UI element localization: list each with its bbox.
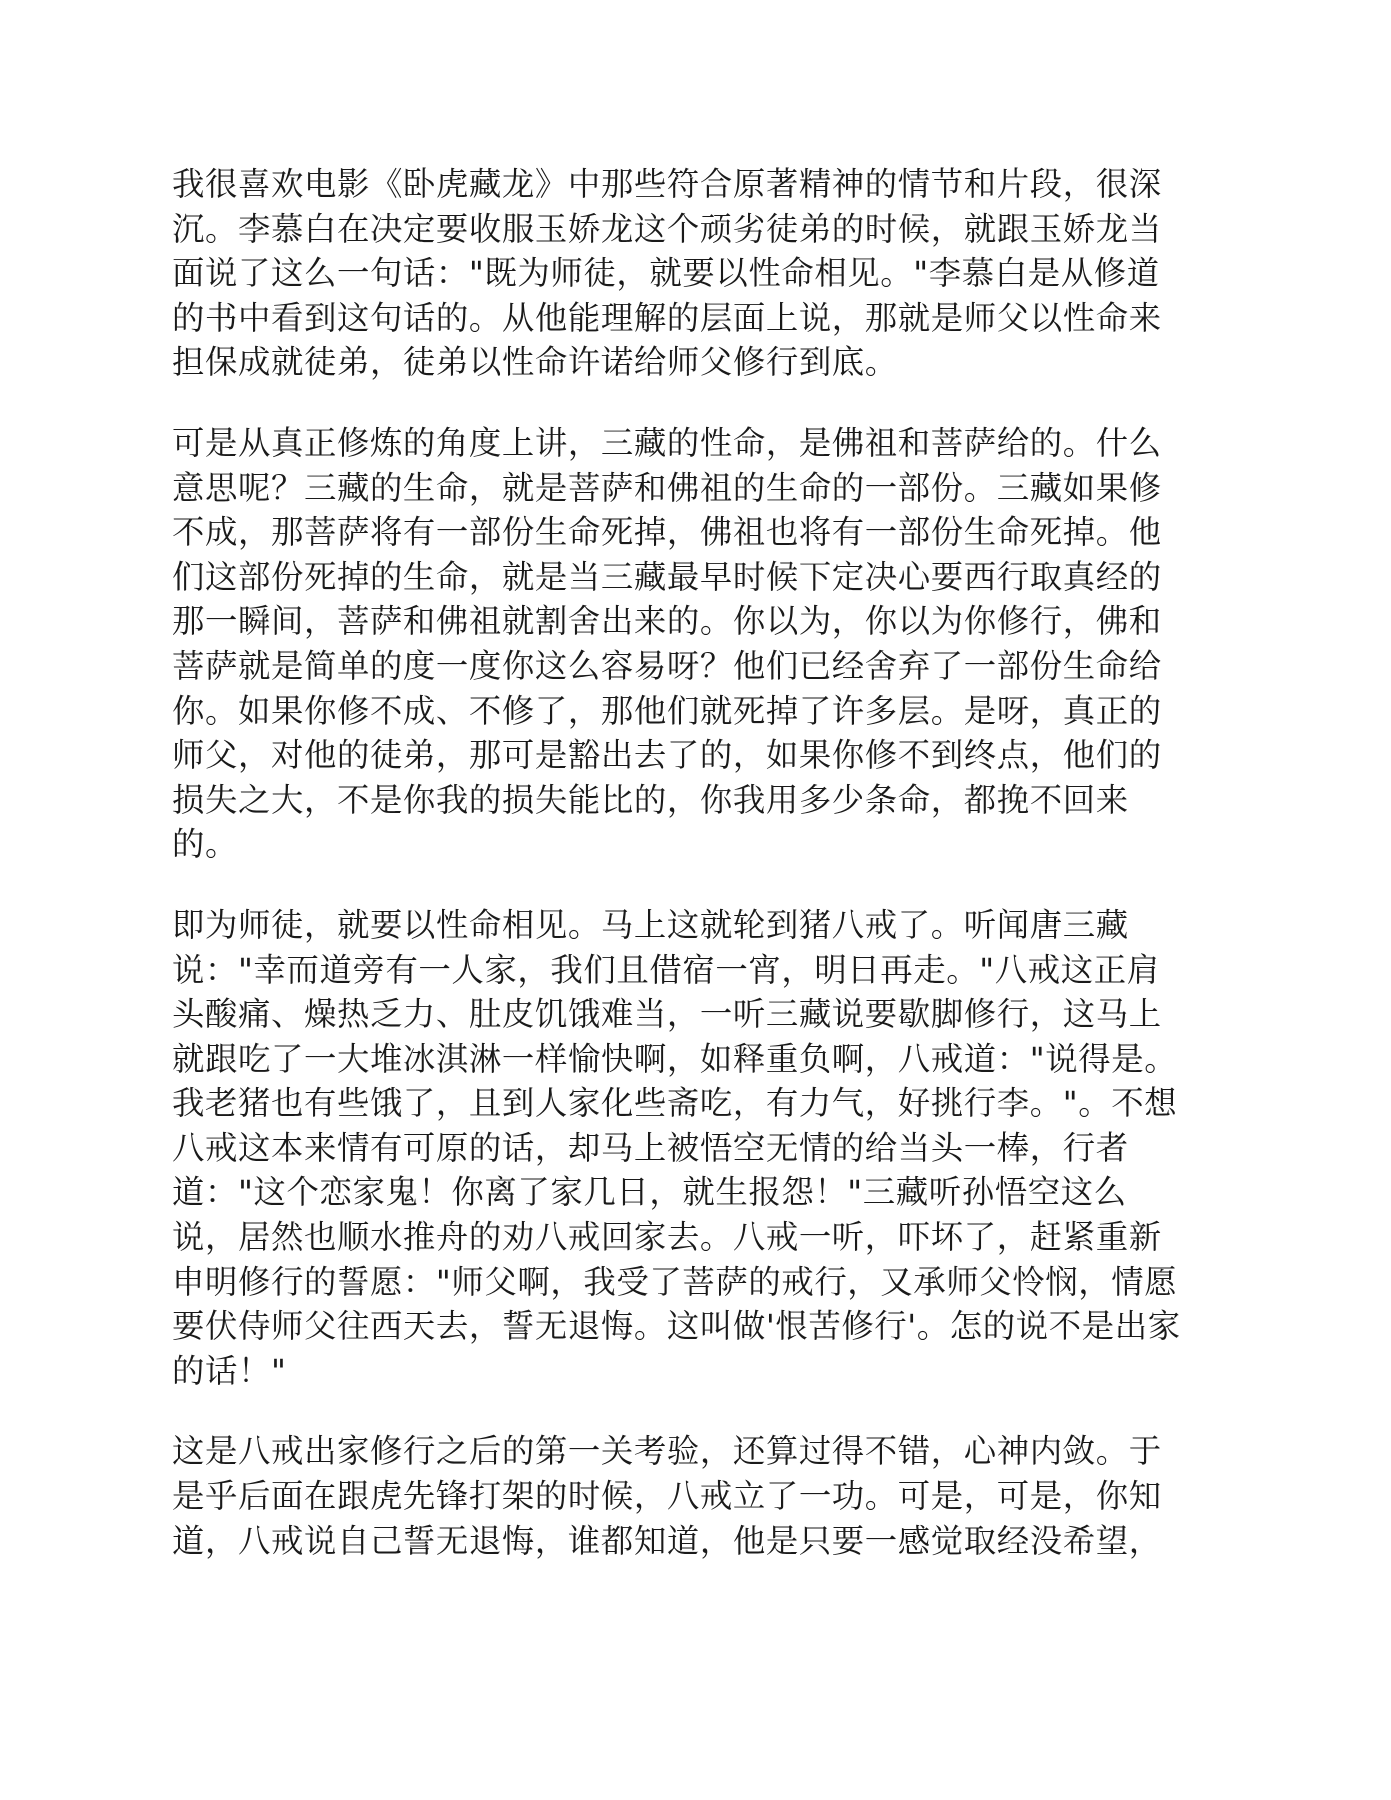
text-line: 损失之大，不是你我的损失能比的，你我用多少条命，都挽不回来	[172, 780, 1129, 819]
text-line: 的书中看到这句话的。从他能理解的层面上说，那就是师父以性命来	[172, 298, 1162, 337]
text-line: 面说了这么一句话："既为师徒，就要以性命相见。"李慕白是从修道	[172, 254, 1160, 293]
text-line: 们这部份死掉的生命，就是当三藏最早时候下定决心要西行取真经的	[172, 557, 1162, 596]
text-line: 可是从真正修炼的角度上讲，三藏的性命，是佛祖和菩萨给的。什么	[172, 423, 1162, 462]
text-line: 要伏侍师父往西天去，誓无退悔。这叫做'恨苦修行'。怎的说不是出家	[172, 1307, 1181, 1346]
text-line: 说："幸而道旁有一人家，我们且借宿一宵，明日再走。"八戒这正肩	[172, 950, 1160, 989]
document-body	[172, 162, 1217, 1599]
text-line: 说，居然也顺水推舟的劝八戒回家去。八戒一听，吓坏了，赶紧重新	[172, 1218, 1162, 1257]
text-line: 菩萨就是简单的度一度你这么容易呀？他们已经舍弃了一部份生命给	[172, 646, 1162, 685]
text-line: 即为师徒，就要以性命相见。马上这就轮到猪八戒了。听闻唐三藏	[172, 905, 1129, 944]
text-line: 不成，那菩萨将有一部份生命死掉，佛祖也将有一部份生命死掉。他	[172, 513, 1162, 552]
text-line: 申明修行的誓愿："师父啊，我受了菩萨的戒行，又承师父怜悯，情愿	[172, 1262, 1178, 1301]
text-line: 就跟吃了一大堆冰淇淋一样愉快啊，如释重负啊，八戒道："说得是。	[172, 1039, 1178, 1078]
text-line: 我很喜欢电影《卧虎藏龙》中那些符合原著精神的情节和片段，很深	[172, 165, 1162, 203]
paragraph-1	[172, 162, 1217, 385]
text-line: 我老猪也有些饿了，且到人家化些斋吃，有力气，好挑行李。"。不想	[172, 1084, 1178, 1123]
text-line: 的。	[172, 825, 238, 864]
text-line: 那一瞬间，菩萨和佛祖就割舍出来的。你以为，你以为你修行，佛和	[172, 602, 1162, 641]
text-line: 道："这个恋家鬼！你离了家几日，就生报怨！"三藏听孙悟空这么	[172, 1173, 1127, 1212]
text-line: 你。如果你修不成、不修了，那他们就死掉了许多层。是呀，真正的	[172, 691, 1162, 730]
text-line: 是乎后面在跟虎先锋打架的时候，八戒立了一功。可是，可是，你知	[172, 1477, 1162, 1516]
text-line: 担保成就徒弟，徒弟以性命许诺给师父修行到底。	[172, 343, 898, 382]
text-line: 头酸痛、燥热乏力、肚皮饥饿难当，一听三藏说要歇脚修行，这马上	[172, 995, 1162, 1034]
text-line: 师父，对他的徒弟，那可是豁出去了的，如果你修不到终点，他们的	[172, 736, 1162, 775]
text-line: 道，八戒说自己誓无退悔，谁都知道，他是只要一感觉取经没希望，	[172, 1521, 1162, 1560]
paragraph-2	[172, 421, 1217, 867]
text-line: 沉。李慕白在决定要收服玉娇龙这个顽劣徒弟的时候，就跟玉娇龙当	[172, 209, 1162, 248]
paragraph-4	[172, 1429, 1217, 1563]
text-line: 意思呢？三藏的生命，就是菩萨和佛祖的生命的一部份。三藏如果修	[172, 468, 1162, 507]
text-line: 这是八戒出家修行之后的第一关考验，还算过得不错，心神内敛。于	[172, 1432, 1162, 1471]
paragraph-3	[172, 903, 1217, 1394]
text-line: 八戒这本来情有可原的话，却马上被悟空无情的给当头一棒，行者	[172, 1128, 1129, 1167]
text-line: 的话！"	[172, 1351, 287, 1390]
